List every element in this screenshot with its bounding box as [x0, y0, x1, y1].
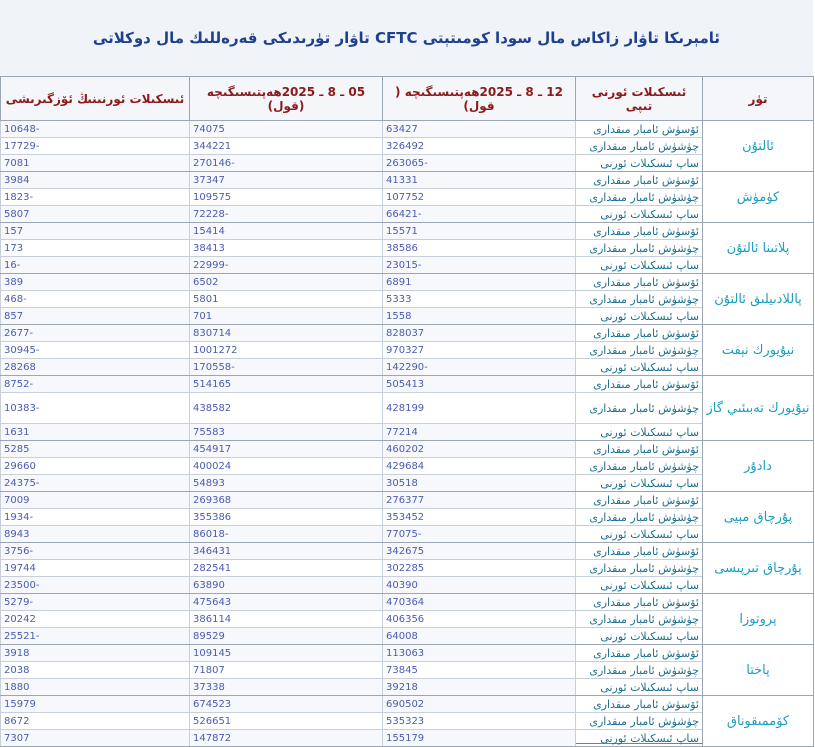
position-type-label: ساپ ئىسكىلات ئورنى — [576, 359, 703, 376]
value-week-aug-05: 147872 — [190, 730, 383, 747]
table-row — [1, 291, 814, 308]
value-change: 7307 — [1, 730, 190, 747]
table-row — [1, 359, 814, 376]
value-change: 8943 — [1, 526, 190, 543]
value-week-aug-05: 38413 — [190, 240, 383, 257]
table-row — [1, 458, 814, 475]
value-week-aug-12: 535323 — [383, 713, 576, 730]
value-week-aug-05: 269368 — [190, 492, 383, 509]
value-change: 19744 — [1, 560, 190, 577]
position-type-label: ئۆسۈش ئامبار مىقدارى — [576, 594, 703, 611]
value-week-aug-12: 64008 — [383, 628, 576, 645]
value-week-aug-12: 38586 — [383, 240, 576, 257]
value-week-aug-12: 5333 — [383, 291, 576, 308]
value-week-aug-05: 109145 — [190, 645, 383, 662]
table-row — [1, 713, 814, 730]
value-change: 157 — [1, 223, 190, 240]
value-week-aug-05: 71807 — [190, 662, 383, 679]
position-type-label: ساپ ئىسكىلات ئورنى — [576, 628, 703, 645]
value-week-aug-12: 113063 — [383, 645, 576, 662]
value-week-aug-12: 155179 — [383, 730, 576, 747]
header-week-aug-05: 05 ـ 8 ـ 2025ھەپتىسىگىچە (قول) — [190, 77, 383, 121]
position-type-label: چۈشۈش ئامبار مىقدارى — [576, 342, 703, 359]
value-week-aug-05: 74075 — [190, 121, 383, 138]
value-week-aug-05: 75583 — [190, 424, 383, 441]
table-row — [1, 206, 814, 223]
value-change: 2038 — [1, 662, 190, 679]
position-type-label: ئۆسۈش ئامبار مىقدارى — [576, 223, 703, 240]
table-row — [1, 560, 814, 577]
position-type-label: ئۆسۈش ئامبار مىقدارى — [576, 274, 703, 291]
value-week-aug-12: 353452 — [383, 509, 576, 526]
value-week-aug-05: 400024 — [190, 458, 383, 475]
value-week-aug-12: 6891 — [383, 274, 576, 291]
table-body — [1, 121, 814, 747]
table-row — [1, 628, 814, 645]
position-type-label: چۈشۈش ئامبار مىقدارى — [576, 138, 703, 155]
value-week-aug-12: 342675 — [383, 543, 576, 560]
value-week-aug-05: 54893 — [190, 475, 383, 492]
value-change: 3984 — [1, 172, 190, 189]
value-change: -1823 — [1, 189, 190, 206]
position-type-label: ئۆسۈش ئامبار مىقدارى — [576, 441, 703, 458]
table-row — [1, 492, 814, 509]
value-change: -8752 — [1, 376, 190, 393]
position-type-label: ساپ ئىسكىلات ئورنى — [576, 526, 703, 543]
value-week-aug-12: -263065 — [383, 155, 576, 172]
position-type-label: ئۆسۈش ئامبار مىقدارى — [576, 121, 703, 138]
value-week-aug-12: 828037 — [383, 325, 576, 342]
value-change: 7081 — [1, 155, 190, 172]
table-row — [1, 594, 814, 611]
value-change: -17729 — [1, 138, 190, 155]
value-week-aug-05: 109575 — [190, 189, 383, 206]
value-change: 389 — [1, 274, 190, 291]
table-row — [1, 475, 814, 492]
value-week-aug-12: 326492 — [383, 138, 576, 155]
position-type-label: ئۆسۈش ئامبار مىقدارى — [576, 543, 703, 560]
position-type-label: ئۆسۈش ئامبار مىقدارى — [576, 645, 703, 662]
commodity-name: پاللادىيلىق ئالتۇن — [703, 274, 814, 325]
table-row — [1, 325, 814, 342]
value-week-aug-05: 89529 — [190, 628, 383, 645]
value-week-aug-05: 830714 — [190, 325, 383, 342]
value-week-aug-12: 107752 — [383, 189, 576, 206]
value-change: 3918 — [1, 645, 190, 662]
table-row — [1, 257, 814, 274]
value-week-aug-05: 701 — [190, 308, 383, 325]
value-week-aug-12: -23015 — [383, 257, 576, 274]
table-row — [1, 662, 814, 679]
value-change: 857 — [1, 308, 190, 325]
value-change: 7009 — [1, 492, 190, 509]
table-row — [1, 172, 814, 189]
value-week-aug-05: 475643 — [190, 594, 383, 611]
position-type-label: ساپ ئىسكىلات ئورنى — [576, 308, 703, 325]
value-week-aug-05: 344221 — [190, 138, 383, 155]
header-position-type: ئىسكىلات ئورنى تىپى — [576, 77, 703, 121]
value-week-aug-12: 30518 — [383, 475, 576, 492]
position-type-label: چۈشۈش ئامبار مىقدارى — [576, 291, 703, 308]
report-title: ئامېرىكا تاۋار زاكاس مال سودا كومىتېتى CFTC تاۋار تۈرىدىكى قەرەللىك مال دوكلاتى — [0, 0, 813, 77]
value-week-aug-05: 438582 — [190, 393, 383, 424]
value-week-aug-05: 282541 — [190, 560, 383, 577]
table-row — [1, 155, 814, 172]
value-change: 29660 — [1, 458, 190, 475]
value-change: 5807 — [1, 206, 190, 223]
value-change: -3756 — [1, 543, 190, 560]
value-change: -2677 — [1, 325, 190, 342]
value-week-aug-05: 15414 — [190, 223, 383, 240]
value-week-aug-05: 514165 — [190, 376, 383, 393]
position-type-label: چۈشۈش ئامبار مىقدارى — [576, 509, 703, 526]
value-week-aug-05: 6502 — [190, 274, 383, 291]
value-week-aug-05: -270146 — [190, 155, 383, 172]
position-type-label: چۈشۈش ئامبار مىقدارى — [576, 713, 703, 730]
value-week-aug-05: -22999 — [190, 257, 383, 274]
commodity-name: پۇرچاق تىرپىسى — [703, 543, 814, 594]
value-change: -468 — [1, 291, 190, 308]
value-change: 8672 — [1, 713, 190, 730]
value-change: -1934 — [1, 509, 190, 526]
cot-report-table — [0, 76, 814, 747]
value-change: -24375 — [1, 475, 190, 492]
value-week-aug-12: 39218 — [383, 679, 576, 696]
value-week-aug-12: -142290 — [383, 359, 576, 376]
position-type-label: چۈشۈش ئامبار مىقدارى — [576, 189, 703, 206]
position-type-label: ئۆسۈش ئامبار مىقدارى — [576, 325, 703, 342]
table-row — [1, 223, 814, 240]
value-week-aug-12: -66421 — [383, 206, 576, 223]
value-week-aug-12: 428199 — [383, 393, 576, 424]
value-week-aug-05: 346431 — [190, 543, 383, 560]
value-change: -25521 — [1, 628, 190, 645]
position-type-label: ساپ ئىسكىلات ئورنى — [576, 155, 703, 172]
value-week-aug-12: 73845 — [383, 662, 576, 679]
position-type-label: چۈشۈش ئامبار مىقدارى — [576, 611, 703, 628]
table-row — [1, 342, 814, 359]
table-row — [1, 121, 814, 138]
position-type-label: ساپ ئىسكىلات ئورنى — [576, 206, 703, 223]
value-change: 28268 — [1, 359, 190, 376]
position-type-label: ئۆسۈش ئامبار مىقدارى — [576, 376, 703, 393]
position-type-label: ئۆسۈش ئامبار مىقدارى — [576, 172, 703, 189]
value-change: 1631 — [1, 424, 190, 441]
table-row — [1, 308, 814, 325]
value-week-aug-12: 276377 — [383, 492, 576, 509]
table-row — [1, 509, 814, 526]
table-row — [1, 424, 814, 441]
position-type-label: چۈشۈش ئامبار مىقدارى — [576, 393, 703, 424]
table-row — [1, 274, 814, 291]
value-week-aug-12: 470364 — [383, 594, 576, 611]
value-week-aug-05: 454917 — [190, 441, 383, 458]
value-week-aug-12: -77075 — [383, 526, 576, 543]
position-type-label: چۈشۈش ئامبار مىقدارى — [576, 662, 703, 679]
value-week-aug-05: 355386 — [190, 509, 383, 526]
commodity-name: دادۇر — [703, 441, 814, 492]
value-week-aug-05: 5801 — [190, 291, 383, 308]
value-week-aug-12: 505413 — [383, 376, 576, 393]
value-change: 20242 — [1, 611, 190, 628]
value-week-aug-05: 37347 — [190, 172, 383, 189]
position-type-label: ساپ ئىسكىلات ئورنى — [576, 424, 703, 441]
value-week-aug-05: 386114 — [190, 611, 383, 628]
header-week-aug-12: 12 ـ 8 ـ 2025ھەپتىسىگىچە ( قول) — [383, 77, 576, 121]
value-week-aug-12: 690502 — [383, 696, 576, 713]
value-week-aug-12: 41331 — [383, 172, 576, 189]
position-type-label: ساپ ئىسكىلات ئورنى — [576, 577, 703, 594]
commodity-name: نيۇيورك تەبىئىي گاز — [703, 376, 814, 441]
value-week-aug-05: 63890 — [190, 577, 383, 594]
table-row — [1, 730, 814, 747]
value-change: -30945 — [1, 342, 190, 359]
value-week-aug-12: 77214 — [383, 424, 576, 441]
header-position-change: ئىسكىلات ئورنىنىڭ ئۆزگىرىشى — [1, 77, 190, 121]
value-week-aug-12: 15571 — [383, 223, 576, 240]
header-row — [1, 77, 814, 121]
position-type-label: ساپ ئىسكىلات ئورنى — [576, 679, 703, 696]
value-change: -23500 — [1, 577, 190, 594]
position-type-label: چۈشۈش ئامبار مىقدارى — [576, 560, 703, 577]
value-week-aug-05: 1001272 — [190, 342, 383, 359]
value-week-aug-12: 429684 — [383, 458, 576, 475]
value-week-aug-12: 1558 — [383, 308, 576, 325]
table-row — [1, 240, 814, 257]
position-type-label: ساپ ئىسكىلات ئورنى — [576, 730, 703, 747]
table-row — [1, 611, 814, 628]
commodity-name: پۇرچاق مېيى — [703, 492, 814, 543]
value-change: 1880 — [1, 679, 190, 696]
value-week-aug-12: 970327 — [383, 342, 576, 359]
value-change: 5285 — [1, 441, 190, 458]
value-week-aug-05: -72228 — [190, 206, 383, 223]
table-row — [1, 679, 814, 696]
table-row — [1, 138, 814, 155]
value-week-aug-12: 460202 — [383, 441, 576, 458]
table-row — [1, 376, 814, 393]
table-row — [1, 577, 814, 594]
table-row — [1, 543, 814, 560]
commodity-name: پلاتىنا ئالتۇن — [703, 223, 814, 274]
commodity-name: كۆممىقوناق — [703, 696, 814, 747]
value-week-aug-05: -170558 — [190, 359, 383, 376]
value-week-aug-05: 674523 — [190, 696, 383, 713]
commodity-name: پروتوزا — [703, 594, 814, 645]
position-type-label: چۈشۈش ئامبار مىقدارى — [576, 458, 703, 475]
position-type-label: ئۆسۈش ئامبار مىقدارى — [576, 492, 703, 509]
value-week-aug-12: 40390 — [383, 577, 576, 594]
value-change: 15979 — [1, 696, 190, 713]
table-row — [1, 393, 814, 424]
value-change: -16 — [1, 257, 190, 274]
value-week-aug-05: -86018 — [190, 526, 383, 543]
table-row — [1, 696, 814, 713]
value-week-aug-12: 406356 — [383, 611, 576, 628]
commodity-name: نيۇيورك نېفت — [703, 325, 814, 376]
position-type-label: ساپ ئىسكىلات ئورنى — [576, 475, 703, 492]
table-row — [1, 189, 814, 206]
value-change: -5279 — [1, 594, 190, 611]
value-change: 173 — [1, 240, 190, 257]
header-commodity: تۈر — [703, 77, 814, 121]
position-type-label: ئۆسۈش ئامبار مىقدارى — [576, 696, 703, 713]
value-change: -10648 — [1, 121, 190, 138]
value-week-aug-05: 526651 — [190, 713, 383, 730]
table-row — [1, 526, 814, 543]
table-row — [1, 441, 814, 458]
position-type-label: چۈشۈش ئامبار مىقدارى — [576, 240, 703, 257]
value-change: -10383 — [1, 393, 190, 424]
commodity-name: ئالتۇن — [703, 121, 814, 172]
position-type-label: ساپ ئىسكىلات ئورنى — [576, 257, 703, 274]
commodity-name: پاختا — [703, 645, 814, 696]
value-week-aug-12: 302285 — [383, 560, 576, 577]
table-row — [1, 645, 814, 662]
value-week-aug-12: 63427 — [383, 121, 576, 138]
value-week-aug-05: 37338 — [190, 679, 383, 696]
commodity-name: كۈمۈش — [703, 172, 814, 223]
